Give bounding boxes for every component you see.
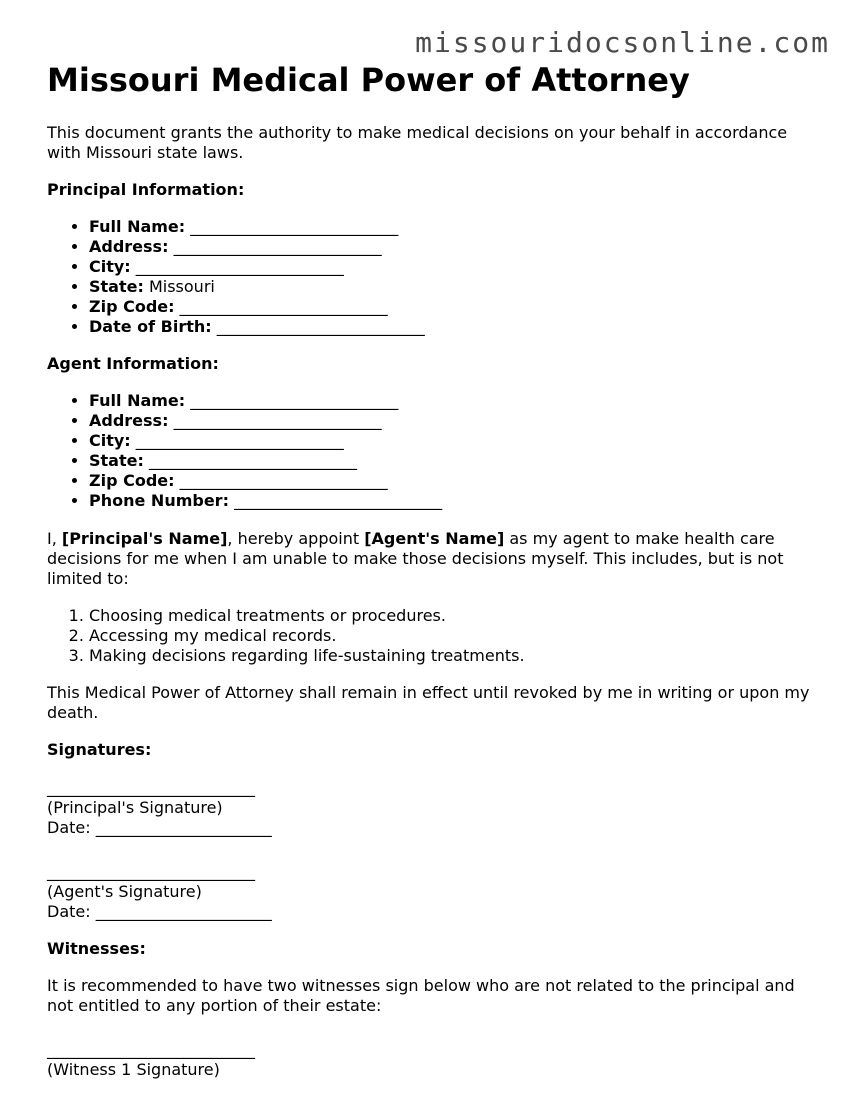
principal-city-item: • City: __________________________ <box>89 257 822 277</box>
principal-address-item: • Address: __________________________ <box>89 237 822 257</box>
powers-list <box>47 606 822 666</box>
agent-city-item: • City: __________________________ <box>89 431 822 451</box>
agent-name-placeholder: [Agent's Name] <box>364 529 505 548</box>
agent-signature-block <box>47 862 822 922</box>
power-item: 3. Making decisions regarding life-sustaining treatments. <box>89 646 822 666</box>
principal-signature-caption: (Principal's Signature) <box>47 798 223 817</box>
principal-date-line: Date: ______________________ <box>47 818 272 837</box>
agent-phone-blank: __________________________ <box>234 491 443 510</box>
agent-city-blank: __________________________ <box>135 431 344 450</box>
agent-fields <box>47 391 822 511</box>
appointment-paragraph: I, [Principal's Name], hereby appoint [Agent's Name] as my agent to make health care decisions for me when I am unable to make those decisions myself. This includes, but is not limited to: <box>47 529 784 588</box>
agent-state-item: • State: __________________________ <box>89 451 822 471</box>
agent-heading: Agent Information: <box>47 354 219 373</box>
signatures-heading: Signatures: <box>47 740 152 759</box>
witness1-signature-line: __________________________ <box>47 1040 255 1059</box>
witnesses-paragraph: It is recommended to have two witnesses sign below who are not related to the principal and not entitled to any portion of their estate: <box>47 976 795 1015</box>
agent-full-name-item: • Full Name: __________________________ <box>89 391 822 411</box>
power-item: 1. Choosing medical treatments or procedures. <box>89 606 822 626</box>
principal-zip-item: • Zip Code: __________________________ <box>89 297 822 317</box>
document-title: Missouri Medical Power of Attorney <box>47 61 690 99</box>
principal-name-placeholder: [Principal's Name] <box>61 529 228 548</box>
document-page <box>47 60 822 1080</box>
agent-zip-blank: __________________________ <box>179 471 388 490</box>
witnesses-heading: Witnesses: <box>47 939 146 958</box>
agent-zip-item: • Zip Code: __________________________ <box>89 471 822 491</box>
principal-full-name-blank: __________________________ <box>190 217 399 236</box>
site-watermark: missouridocsonline.com <box>415 26 830 59</box>
effect-paragraph: This Medical Power of Attorney shall remain in effect until revoked by me in writing or upon my death. <box>47 683 810 722</box>
agent-address-blank: __________________________ <box>173 411 382 430</box>
principal-state-value: Missouri <box>148 277 215 296</box>
principal-dob-blank: __________________________ <box>216 317 425 336</box>
principal-heading: Principal Information: <box>47 180 245 199</box>
agent-date-line: Date: ______________________ <box>47 902 272 921</box>
principal-signature-line: __________________________ <box>47 778 255 797</box>
agent-phone-item: • Phone Number: __________________________ <box>89 491 822 511</box>
witness1-signature-caption: (Witness 1 Signature) <box>47 1060 220 1079</box>
agent-full-name-blank: __________________________ <box>190 391 399 410</box>
principal-dob-item: • Date of Birth: __________________________ <box>89 317 822 337</box>
principal-zip-blank: __________________________ <box>179 297 388 316</box>
principal-state-item: • State: Missouri <box>89 277 822 297</box>
principal-fields <box>47 217 822 337</box>
agent-signature-caption: (Agent's Signature) <box>47 882 202 901</box>
power-item: 2. Accessing my medical records. <box>89 626 822 646</box>
principal-full-name-item: • Full Name: __________________________ <box>89 217 822 237</box>
agent-state-blank: __________________________ <box>148 451 357 470</box>
principal-signature-block <box>47 778 822 838</box>
intro-paragraph: This document grants the authority to make medical decisions on your behalf in accordance with Missouri state laws. <box>47 123 788 162</box>
principal-city-blank: __________________________ <box>135 257 344 276</box>
agent-address-item: • Address: __________________________ <box>89 411 822 431</box>
agent-signature-line: __________________________ <box>47 862 255 881</box>
witness1-signature-block <box>47 1040 822 1080</box>
principal-address-blank: __________________________ <box>173 237 382 256</box>
